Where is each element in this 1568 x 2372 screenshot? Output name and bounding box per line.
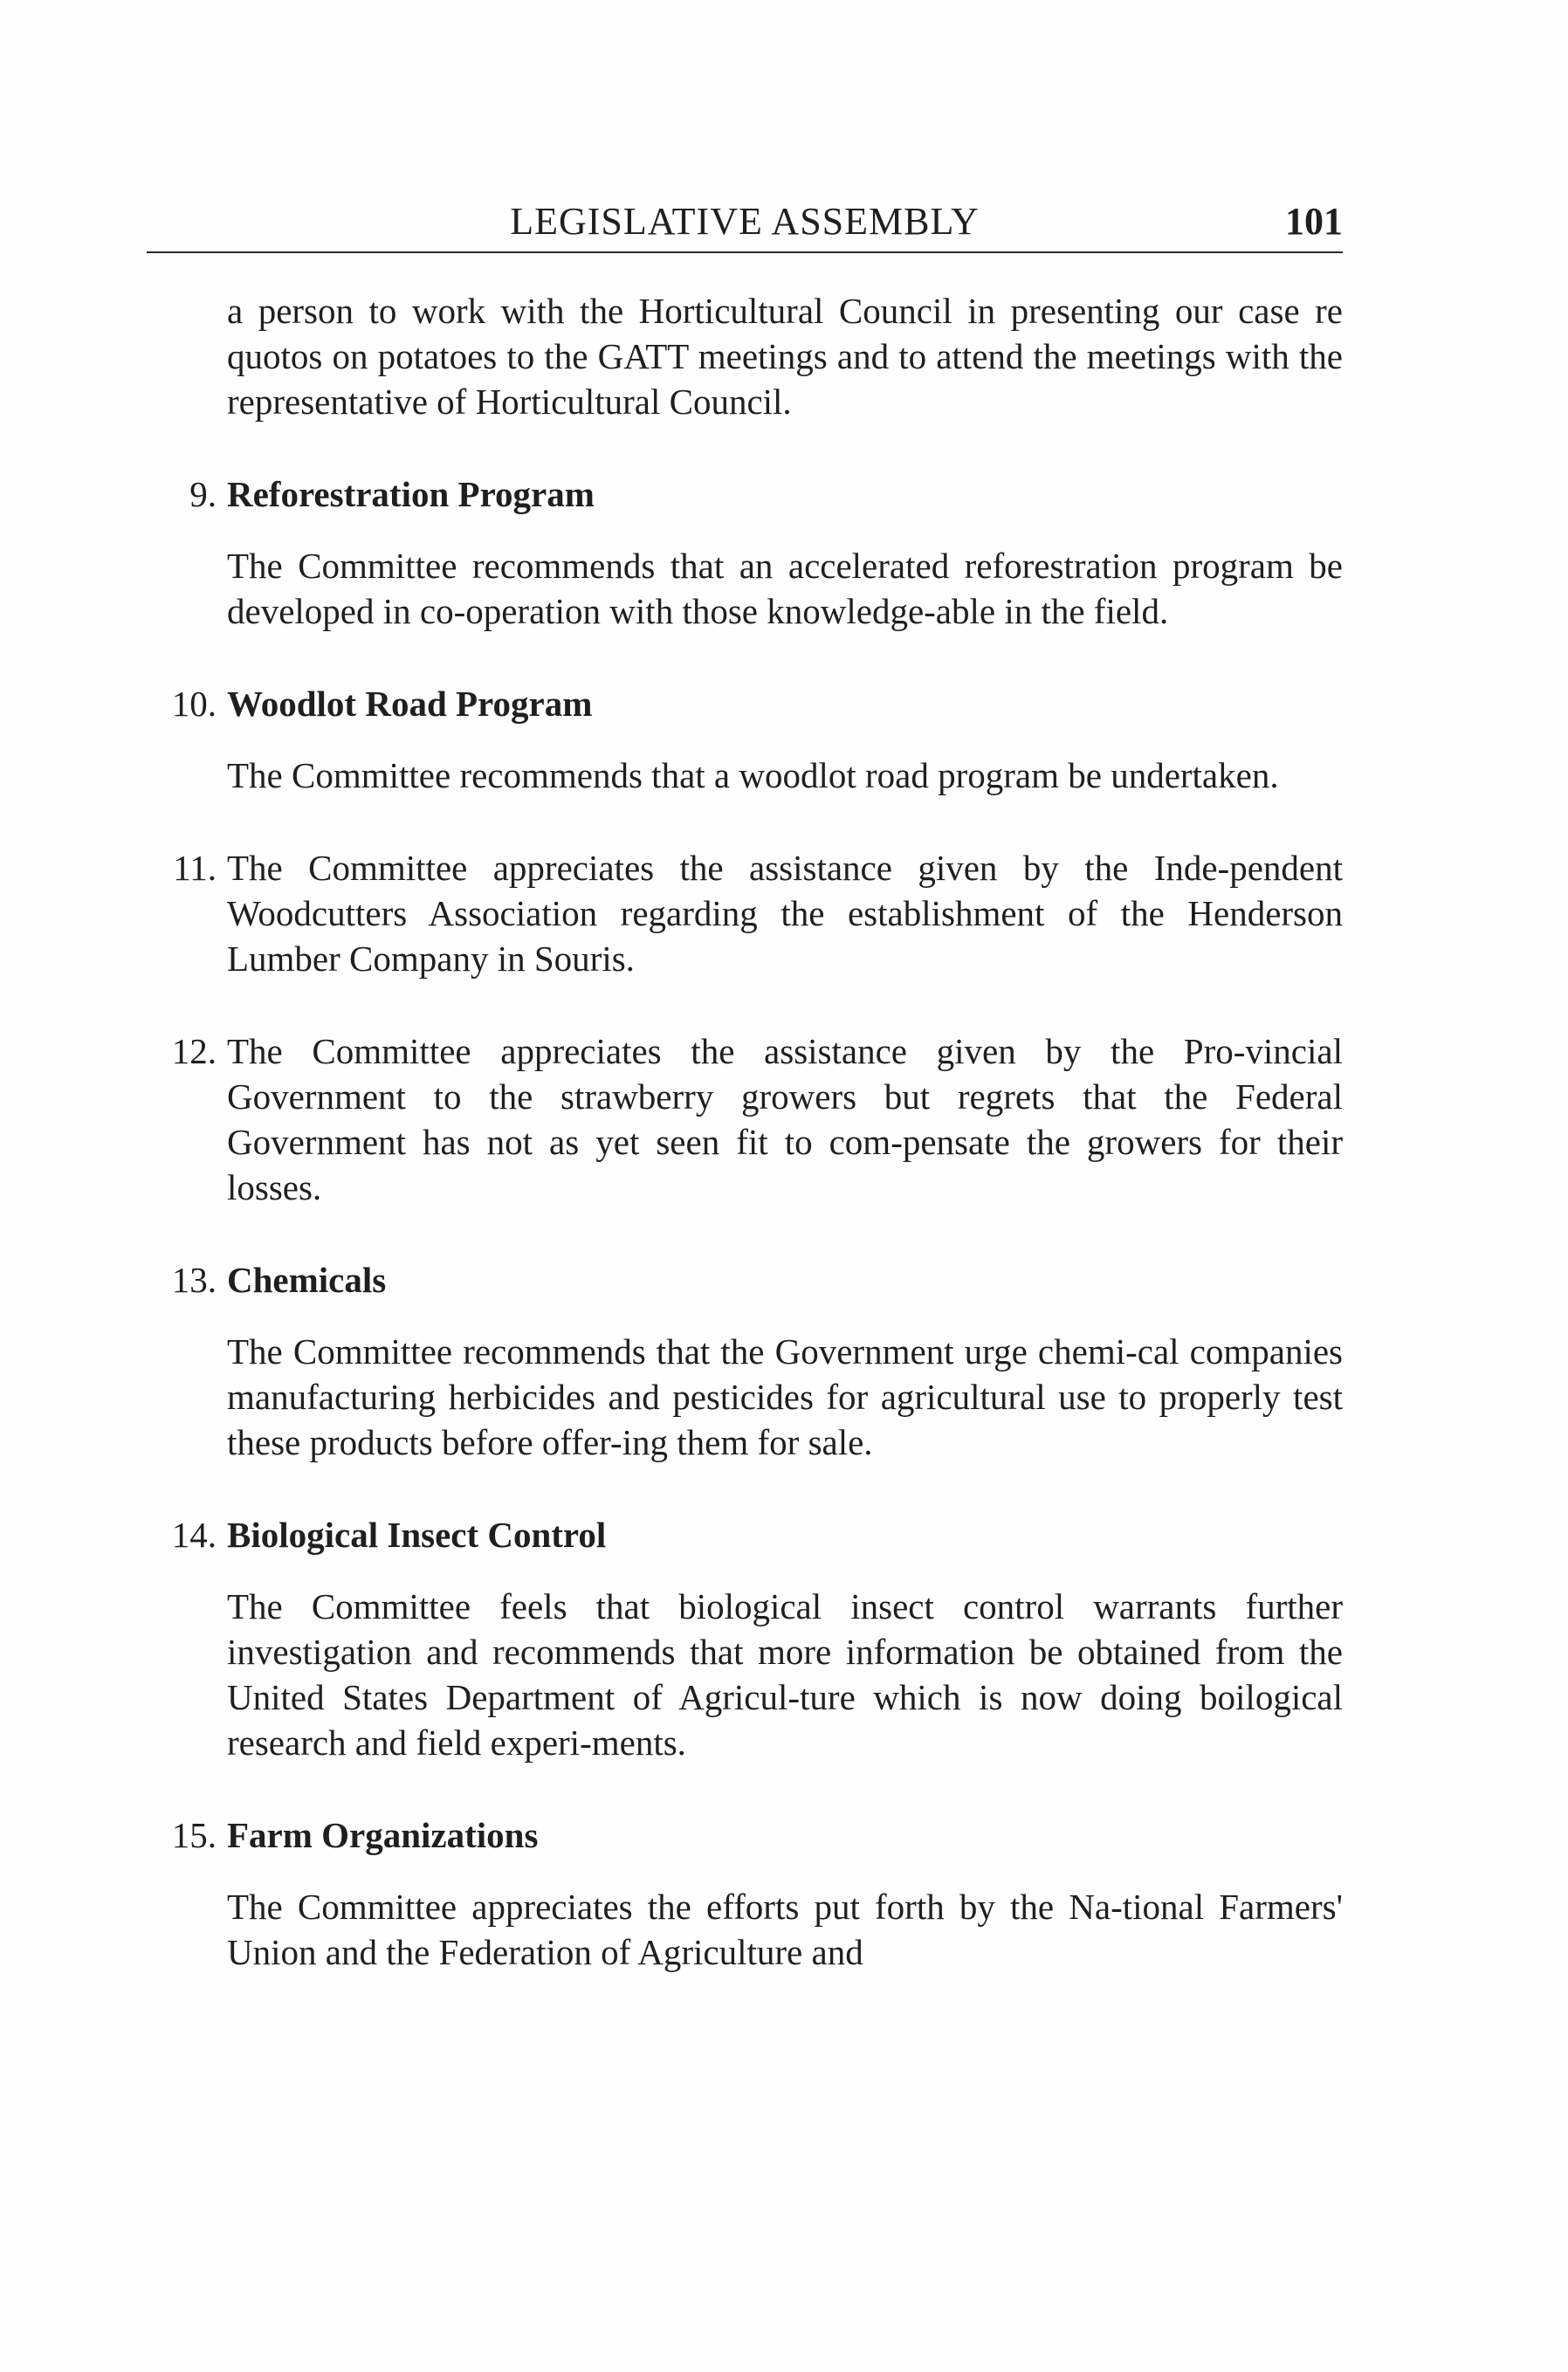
item-13: [147, 1257, 1343, 1465]
intro-paragraph: a person to work with the Horticultural Council in presenting our case re quotos on potatoes to the GATT meetings and to attend the meetings with the representative of Horticultural Council.: [227, 291, 1343, 422]
item-heading: Woodlot Road Program: [227, 684, 593, 724]
document-body: [147, 288, 1343, 1975]
item-paragraph: The Committee recommends that an accelerated reforestration program be developed in co-operation with those knowledge-able in the field.: [227, 546, 1343, 631]
page-number: 101: [1285, 200, 1343, 243]
item-heading: Chemicals: [227, 1260, 387, 1300]
item-heading: Biological Insect Control: [227, 1515, 607, 1555]
item-paragraph: The Committee recommends that a woodlot road program be undertaken.: [227, 755, 1279, 795]
item-number: 9.: [189, 474, 217, 514]
item-paragraph: The Committee recommends that the Government urge chemi-cal companies manufacturing herbicides and pesticides for agricultural use to properly test these products before offer-ing them for sale.: [227, 1331, 1343, 1462]
item-heading: Farm Organizations: [227, 1815, 539, 1855]
item-number: 10.: [171, 684, 217, 724]
item-10: [147, 681, 1343, 798]
item-12: [147, 1028, 1343, 1210]
item-number: 15.: [171, 1815, 217, 1855]
item-number: 14.: [171, 1515, 217, 1555]
item-number: 13.: [171, 1260, 217, 1300]
item-number: 11.: [173, 848, 217, 888]
item-number: 12.: [171, 1031, 217, 1071]
item-heading: Reforestration Program: [227, 474, 595, 514]
item-paragraph: The Committee feels that biological insect control warrants further investigation and recommends that more information be obtained from the United States Department of Agricul-ture which is now doing boilogical research and field experi-ments.: [227, 1586, 1343, 1763]
item-paragraph: The Committee appreciates the assistance given by the Inde-pendent Woodcutters Association regarding the establishment of the Henderson Lumber Company in Souris.: [227, 848, 1343, 979]
item-14: [147, 1512, 1343, 1765]
item-9: [147, 471, 1343, 634]
item-paragraph: The Committee appreciates the assistance given by the Pro-vincial Government to the strawberry growers but regrets that the Federal Government has not as yet seen fit to com-pensate the growers for their losses.: [227, 1031, 1343, 1207]
running-title: LEGISLATIVE ASSEMBLY: [510, 200, 980, 243]
item-15: [147, 1812, 1343, 1975]
item-11: [147, 845, 1343, 981]
item-paragraph: The Committee appreciates the efforts put forth by the Na-tional Farmers' Union and the Federation of Agriculture and: [227, 1887, 1343, 1972]
running-header: [147, 199, 1343, 253]
